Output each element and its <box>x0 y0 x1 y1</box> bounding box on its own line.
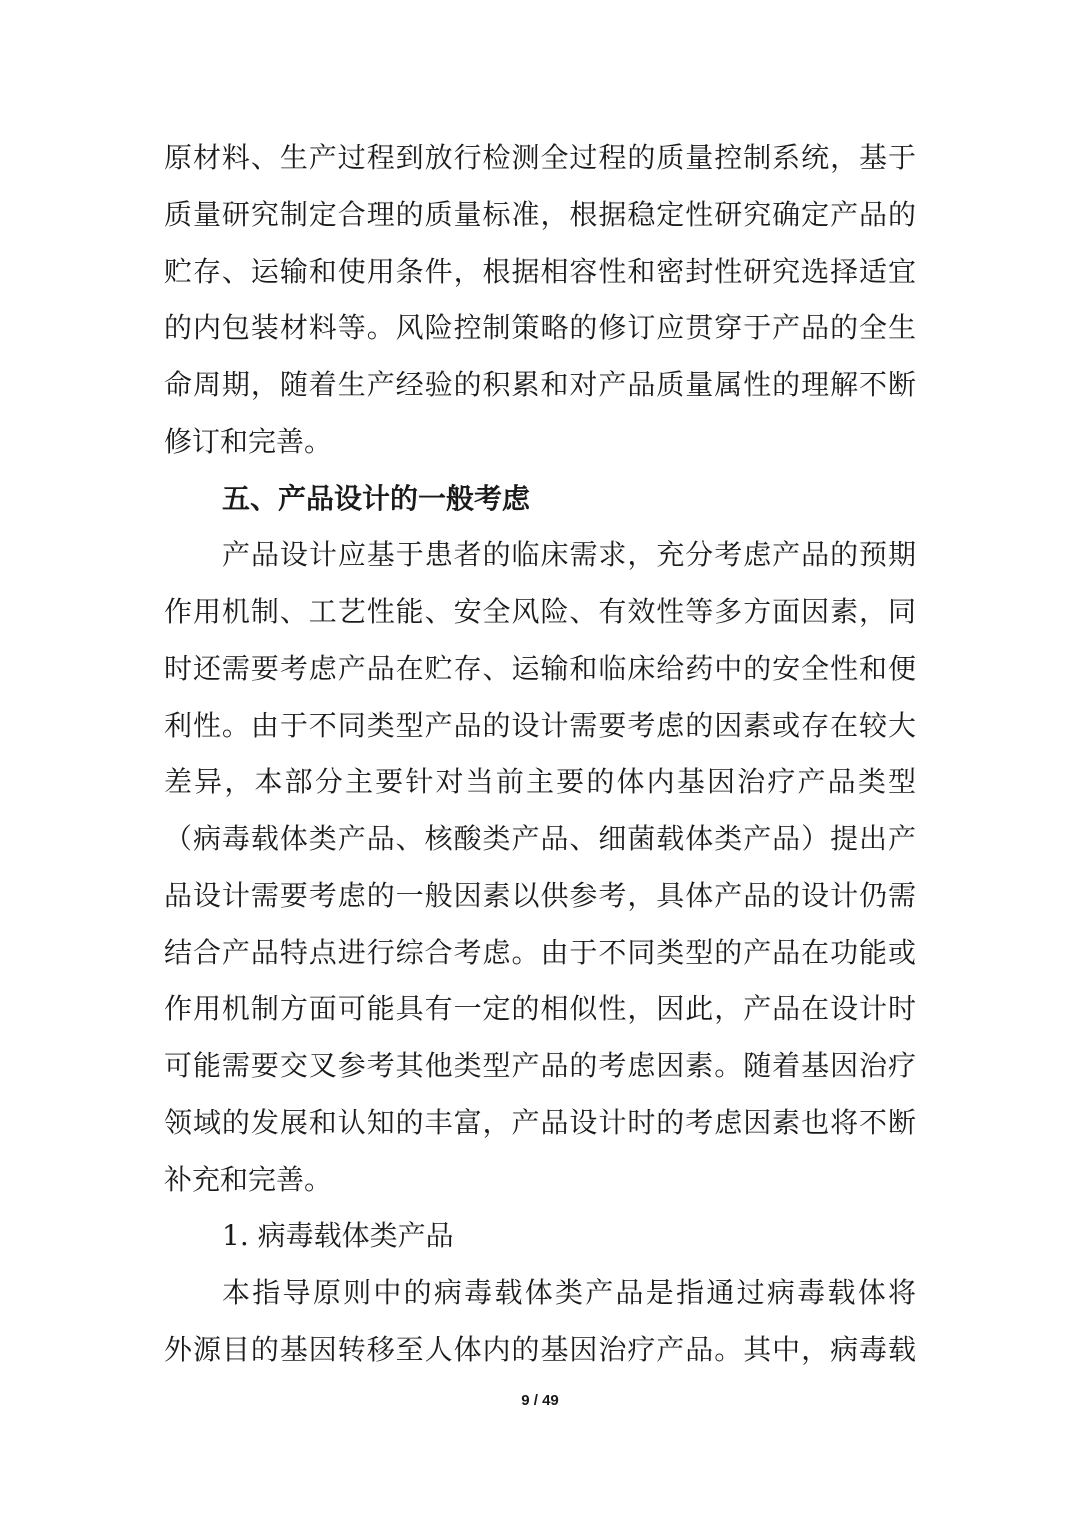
paragraph-line: 作用机制、工艺性能、安全风险、有效性等多方面因素，同 <box>164 595 916 628</box>
subsection-heading: 1. 病毒载体类产品 <box>222 1219 454 1253</box>
body-text <box>164 130 916 1379</box>
paragraph-line: （病毒载体类产品、核酸类产品、细菌载体类产品）提出产 <box>164 822 916 855</box>
paragraph-line: 利性。由于不同类型产品的设计需要考虑的因素或存在较大 <box>164 708 916 742</box>
paragraph-line: 时还需要考虑产品在贮存、运输和临床给药中的安全性和便 <box>164 651 916 685</box>
paragraph-line: 原材料、生产过程到放行检测全过程的质量控制系统，基于 <box>164 141 916 174</box>
paragraph-line: 的内包装材料等。风险控制策略的修订应贯穿于产品的全生 <box>164 311 916 345</box>
paragraph-line: 品设计需要考虑的一般因素以供参考，具体产品的设计仍需 <box>164 878 916 912</box>
paragraph-line: 领域的发展和认知的丰富，产品设计时的考虑因素也将不断 <box>164 1105 916 1139</box>
paragraph-line: 作用机制方面可能具有一定的相似性，因此，产品在设计时 <box>164 992 916 1026</box>
paragraph-line: 命周期，随着生产经验的积累和对产品质量属性的理解不断 <box>164 368 916 401</box>
paragraph-line: 差异，本部分主要针对当前主要的体内基因治疗产品类型 <box>164 765 916 799</box>
paragraph-line: 本指导原则中的病毒载体类产品是指通过病毒载体将 <box>222 1276 916 1309</box>
paragraph-line: 结合产品特点进行综合考虑。由于不同类型的产品在功能或 <box>164 935 916 969</box>
paragraph-line: 产品设计应基于患者的临床需求，充分考虑产品的预期 <box>222 538 916 572</box>
paragraph-line: 可能需要交叉参考其他类型产品的考虑因素。随着基因治疗 <box>164 1049 916 1082</box>
paragraph-line: 外源目的基因转移至人体内的基因治疗产品。其中，病毒载 <box>164 1332 916 1366</box>
paragraph-line: 修订和完善。 <box>164 424 333 458</box>
paragraph-line: 补充和完善。 <box>164 1162 333 1196</box>
page-number: 9 / 49 <box>521 1392 559 1409</box>
section-heading: 五、产品设计的一般考虑 <box>222 481 531 515</box>
paragraph-line: 贮存、运输和使用条件，根据相容性和密封性研究选择适宜 <box>164 254 916 288</box>
paragraph-line: 质量研究制定合理的质量标准，根据稳定性研究确定产品的 <box>164 197 916 231</box>
